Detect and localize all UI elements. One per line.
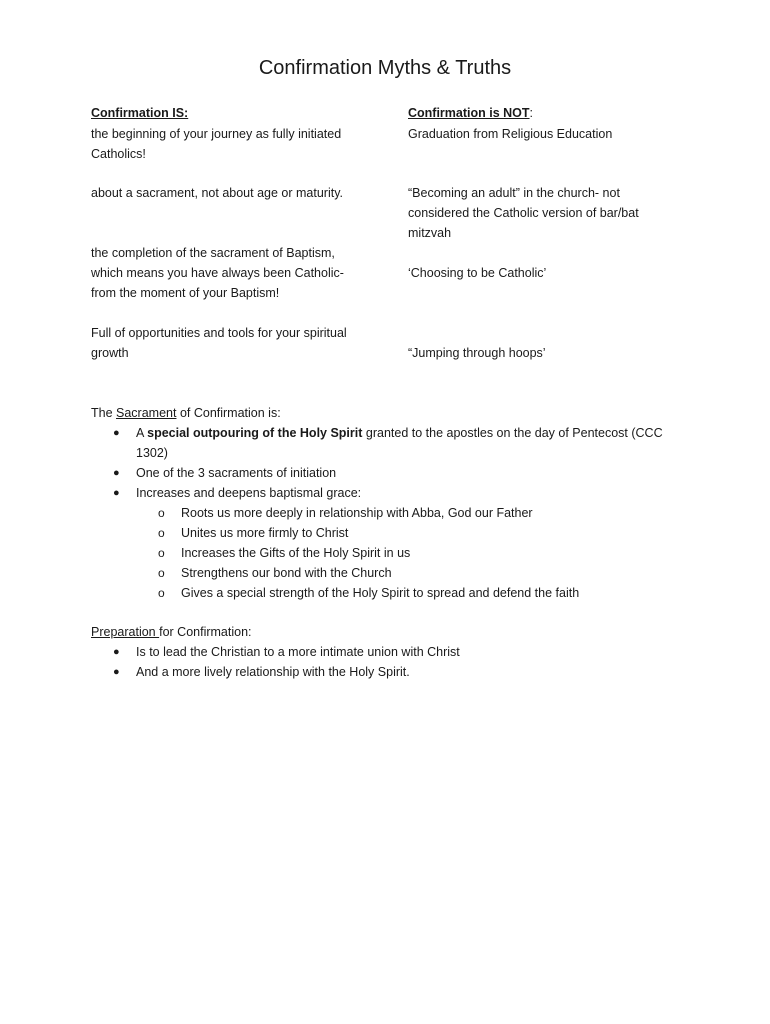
- sub-item-text: Strengthens our bond with the Church: [181, 566, 392, 580]
- preparation-section: [91, 622, 681, 682]
- is-not-heading-colon: :: [529, 106, 534, 120]
- list-item: [91, 662, 681, 682]
- sub-item-text: Roots us more deeply in relationship with Abba, God our Father: [181, 506, 533, 520]
- sacrament-intro: [91, 403, 681, 423]
- text-line: considered the Catholic version of bar/bat: [408, 206, 639, 220]
- hollow-bullet-icon: o: [158, 546, 165, 560]
- text-line: Full of opportunities and tools for your spiritual: [91, 326, 347, 340]
- sub-item-text: Gives a special strength of the Holy Spirit to spread and defend the faith: [181, 586, 580, 600]
- text-line: growth: [91, 346, 129, 360]
- text-line: mitzvah: [408, 226, 452, 240]
- intro-suffix: of Confirmation is:: [176, 406, 281, 420]
- bullet-icon: ●: [113, 646, 120, 658]
- text-line: Catholics!: [91, 147, 146, 161]
- text-line: ‘Choosing to be Catholic’: [408, 266, 547, 280]
- text-line: the beginning of your journey as fully initiated: [91, 127, 342, 141]
- text-line: “Becoming an adult” in the church- not: [408, 186, 620, 200]
- sacrament-bullet-list: [91, 423, 681, 503]
- sub-list-item: [91, 563, 681, 583]
- bullet-icon: ●: [113, 427, 120, 439]
- is-heading-label: Confirmation IS:: [91, 106, 189, 120]
- is-item: [91, 124, 381, 164]
- is-not-heading-label: Confirmation is NOT: [408, 106, 530, 120]
- item-bold: special outpouring of the Holy Spirit: [147, 426, 363, 440]
- grace-sub-list: [91, 503, 681, 603]
- bullet-icon: ●: [113, 467, 120, 479]
- sacrament-underlined: Sacrament: [116, 406, 177, 420]
- item-text-line2: 1302): [136, 446, 168, 460]
- sub-list-item: [91, 523, 681, 543]
- preparation-bullet-list: [91, 642, 681, 682]
- list-item: [91, 423, 681, 463]
- sub-list-item: [91, 503, 681, 523]
- bullet-icon: ●: [113, 666, 120, 678]
- preparation-intro: [91, 622, 681, 642]
- is-not-item: [408, 183, 668, 243]
- is-not-item: [408, 263, 668, 283]
- list-item: [91, 463, 681, 483]
- intro-prefix: The: [91, 406, 117, 420]
- is-heading: [91, 103, 381, 123]
- item-text: granted to the apostles on the day of Pentecost (CCC: [362, 426, 663, 440]
- text-line: the completion of the sacrament of Baptism,: [91, 246, 335, 260]
- hollow-bullet-icon: o: [158, 506, 165, 520]
- text-line: from the moment of your Baptism!: [91, 286, 280, 300]
- item-text: Increases and deepens baptismal grace:: [136, 486, 362, 500]
- hollow-bullet-icon: o: [158, 526, 165, 540]
- text-line: which means you have always been Catholic-: [91, 266, 344, 280]
- text-line: Graduation from Religious Education: [408, 127, 613, 141]
- sub-item-text: Increases the Gifts of the Holy Spirit in us: [181, 546, 411, 560]
- page-title: Confirmation Myths & Truths: [258, 57, 512, 79]
- is-item: [91, 243, 381, 303]
- text-line: about a sacrament, not about age or maturity.: [91, 186, 343, 200]
- is-not-item: [408, 124, 668, 144]
- hollow-bullet-icon: o: [158, 566, 165, 580]
- preparation-underlined: Preparation: [91, 625, 160, 639]
- sub-list-item: [91, 543, 681, 563]
- is-item: [91, 323, 381, 363]
- hollow-bullet-icon: o: [158, 586, 165, 600]
- bullet-icon: ●: [113, 487, 120, 499]
- item-prefix: A: [136, 426, 148, 440]
- item-text: Is to lead the Christian to a more intimate union with Christ: [136, 645, 460, 659]
- sub-list-item: [91, 583, 681, 603]
- text-line: “Jumping through hoops’: [408, 346, 546, 360]
- is-not-heading: [408, 103, 668, 123]
- is-item: [91, 183, 381, 203]
- list-item: [91, 642, 681, 662]
- is-not-item: [408, 343, 668, 363]
- item-text: And a more lively relationship with the Holy Spirit.: [136, 665, 410, 679]
- item-text: One of the 3 sacraments of initiation: [136, 466, 337, 480]
- list-item: [91, 483, 681, 503]
- sub-item-text: Unites us more firmly to Christ: [181, 526, 349, 540]
- sacrament-section: [91, 403, 681, 603]
- intro-suffix: for Confirmation:: [159, 625, 252, 639]
